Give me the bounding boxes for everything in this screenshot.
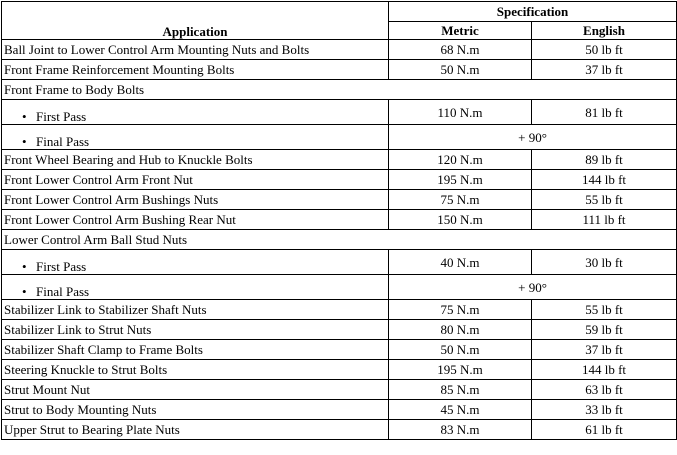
metric-cell: 80 N.m xyxy=(389,320,532,340)
table-row xyxy=(2,380,677,400)
table-row xyxy=(2,250,677,275)
table-row xyxy=(2,170,677,190)
application-text: Ball Joint to Lower Control Arm Mounting Nuts and Bolts xyxy=(4,42,310,57)
metric-cell: 83 N.m xyxy=(389,420,532,440)
header-application: Application xyxy=(2,2,389,40)
english-cell: 144 lb ft xyxy=(532,170,677,190)
metric-cell: 85 N.m xyxy=(389,380,532,400)
application-text: Front Lower Control Arm Bushings Nuts xyxy=(4,192,219,207)
bullet-icon: • xyxy=(22,284,27,299)
angle-spec-cell: + 90° xyxy=(389,125,677,150)
application-cell xyxy=(2,210,389,230)
application-text: Front Frame to Body Bolts xyxy=(4,82,145,97)
metric-cell: 110 N.m xyxy=(389,100,532,125)
table-row xyxy=(2,100,677,125)
application-text: Front Frame Reinforcement Mounting Bolts xyxy=(4,62,235,77)
application-text: Front Lower Control Arm Front Nut xyxy=(4,172,193,187)
table-row xyxy=(2,300,677,320)
metric-cell: 50 N.m xyxy=(389,340,532,360)
english-cell: 89 lb ft xyxy=(532,150,677,170)
table-row xyxy=(2,275,677,300)
application-cell xyxy=(2,340,389,360)
english-cell: 55 lb ft xyxy=(532,300,677,320)
bullet-icon: • xyxy=(22,109,27,124)
metric-cell: 68 N.m xyxy=(389,40,532,60)
english-cell: 59 lb ft xyxy=(532,320,677,340)
table-row xyxy=(2,420,677,440)
sub-step-label xyxy=(2,275,389,300)
metric-cell: 120 N.m xyxy=(389,150,532,170)
metric-cell: 75 N.m xyxy=(389,190,532,210)
application-text: Strut Mount Nut xyxy=(4,382,90,397)
table-row xyxy=(2,125,677,150)
application-cell xyxy=(2,170,389,190)
application-text: Strut to Body Mounting Nuts xyxy=(4,402,157,417)
application-text: Front Wheel Bearing and Hub to Knuckle Bolts xyxy=(4,152,253,167)
application-text: Lower Control Arm Ball Stud Nuts xyxy=(4,232,188,247)
bullet-icon: • xyxy=(22,259,27,274)
english-cell: 37 lb ft xyxy=(532,340,677,360)
application-cell xyxy=(2,40,389,60)
application-cell xyxy=(2,420,389,440)
table-row xyxy=(2,230,677,250)
metric-cell: 75 N.m xyxy=(389,300,532,320)
application-cell xyxy=(2,400,389,420)
table-row xyxy=(2,210,677,230)
application-text: First Pass xyxy=(36,109,87,124)
header-specification: Specification xyxy=(389,2,677,22)
application-cell xyxy=(2,380,389,400)
english-cell: 81 lb ft xyxy=(532,100,677,125)
application-cell xyxy=(2,190,389,210)
english-cell: 144 lb ft xyxy=(532,360,677,380)
table-row xyxy=(2,190,677,210)
application-cell xyxy=(2,60,389,80)
metric-cell: 150 N.m xyxy=(389,210,532,230)
english-cell: 111 lb ft xyxy=(532,210,677,230)
application-text: Upper Strut to Bearing Plate Nuts xyxy=(4,422,180,437)
table-body xyxy=(2,40,677,440)
header-metric: Metric xyxy=(389,22,532,40)
application-text: Stabilizer Link to Strut Nuts xyxy=(4,322,152,337)
table-row xyxy=(2,400,677,420)
table-row xyxy=(2,360,677,380)
english-cell: 33 lb ft xyxy=(532,400,677,420)
application-cell xyxy=(2,320,389,340)
application-cell xyxy=(2,80,677,100)
header-english: English xyxy=(532,22,677,40)
metric-cell: 40 N.m xyxy=(389,250,532,275)
application-cell xyxy=(2,360,389,380)
table-row xyxy=(2,60,677,80)
table-row xyxy=(2,80,677,100)
application-text: First Pass xyxy=(36,259,87,274)
metric-cell: 195 N.m xyxy=(389,170,532,190)
sub-step-label xyxy=(2,250,389,275)
table-row xyxy=(2,340,677,360)
sub-step-label xyxy=(2,125,389,150)
application-text: Stabilizer Link to Stabilizer Shaft Nuts xyxy=(4,302,207,317)
english-cell: 30 lb ft xyxy=(532,250,677,275)
application-text: Steering Knuckle to Strut Bolts xyxy=(4,362,168,377)
application-text: Final Pass xyxy=(36,284,90,299)
sub-step-label xyxy=(2,100,389,125)
metric-cell: 45 N.m xyxy=(389,400,532,420)
english-cell: 37 lb ft xyxy=(532,60,677,80)
table-row xyxy=(2,150,677,170)
application-cell xyxy=(2,230,677,250)
fastener-spec-table xyxy=(1,1,677,440)
english-cell: 55 lb ft xyxy=(532,190,677,210)
table-row xyxy=(2,40,677,60)
english-cell: 50 lb ft xyxy=(532,40,677,60)
metric-cell: 50 N.m xyxy=(389,60,532,80)
application-cell xyxy=(2,150,389,170)
application-text: Stabilizer Shaft Clamp to Frame Bolts xyxy=(4,342,203,357)
english-cell: 63 lb ft xyxy=(532,380,677,400)
application-cell xyxy=(2,300,389,320)
bullet-icon: • xyxy=(22,134,27,149)
table-row xyxy=(2,320,677,340)
application-text: Front Lower Control Arm Bushing Rear Nut xyxy=(4,212,236,227)
english-cell: 61 lb ft xyxy=(532,420,677,440)
angle-spec-cell: + 90° xyxy=(389,275,677,300)
application-text: Final Pass xyxy=(36,134,90,149)
metric-cell: 195 N.m xyxy=(389,360,532,380)
